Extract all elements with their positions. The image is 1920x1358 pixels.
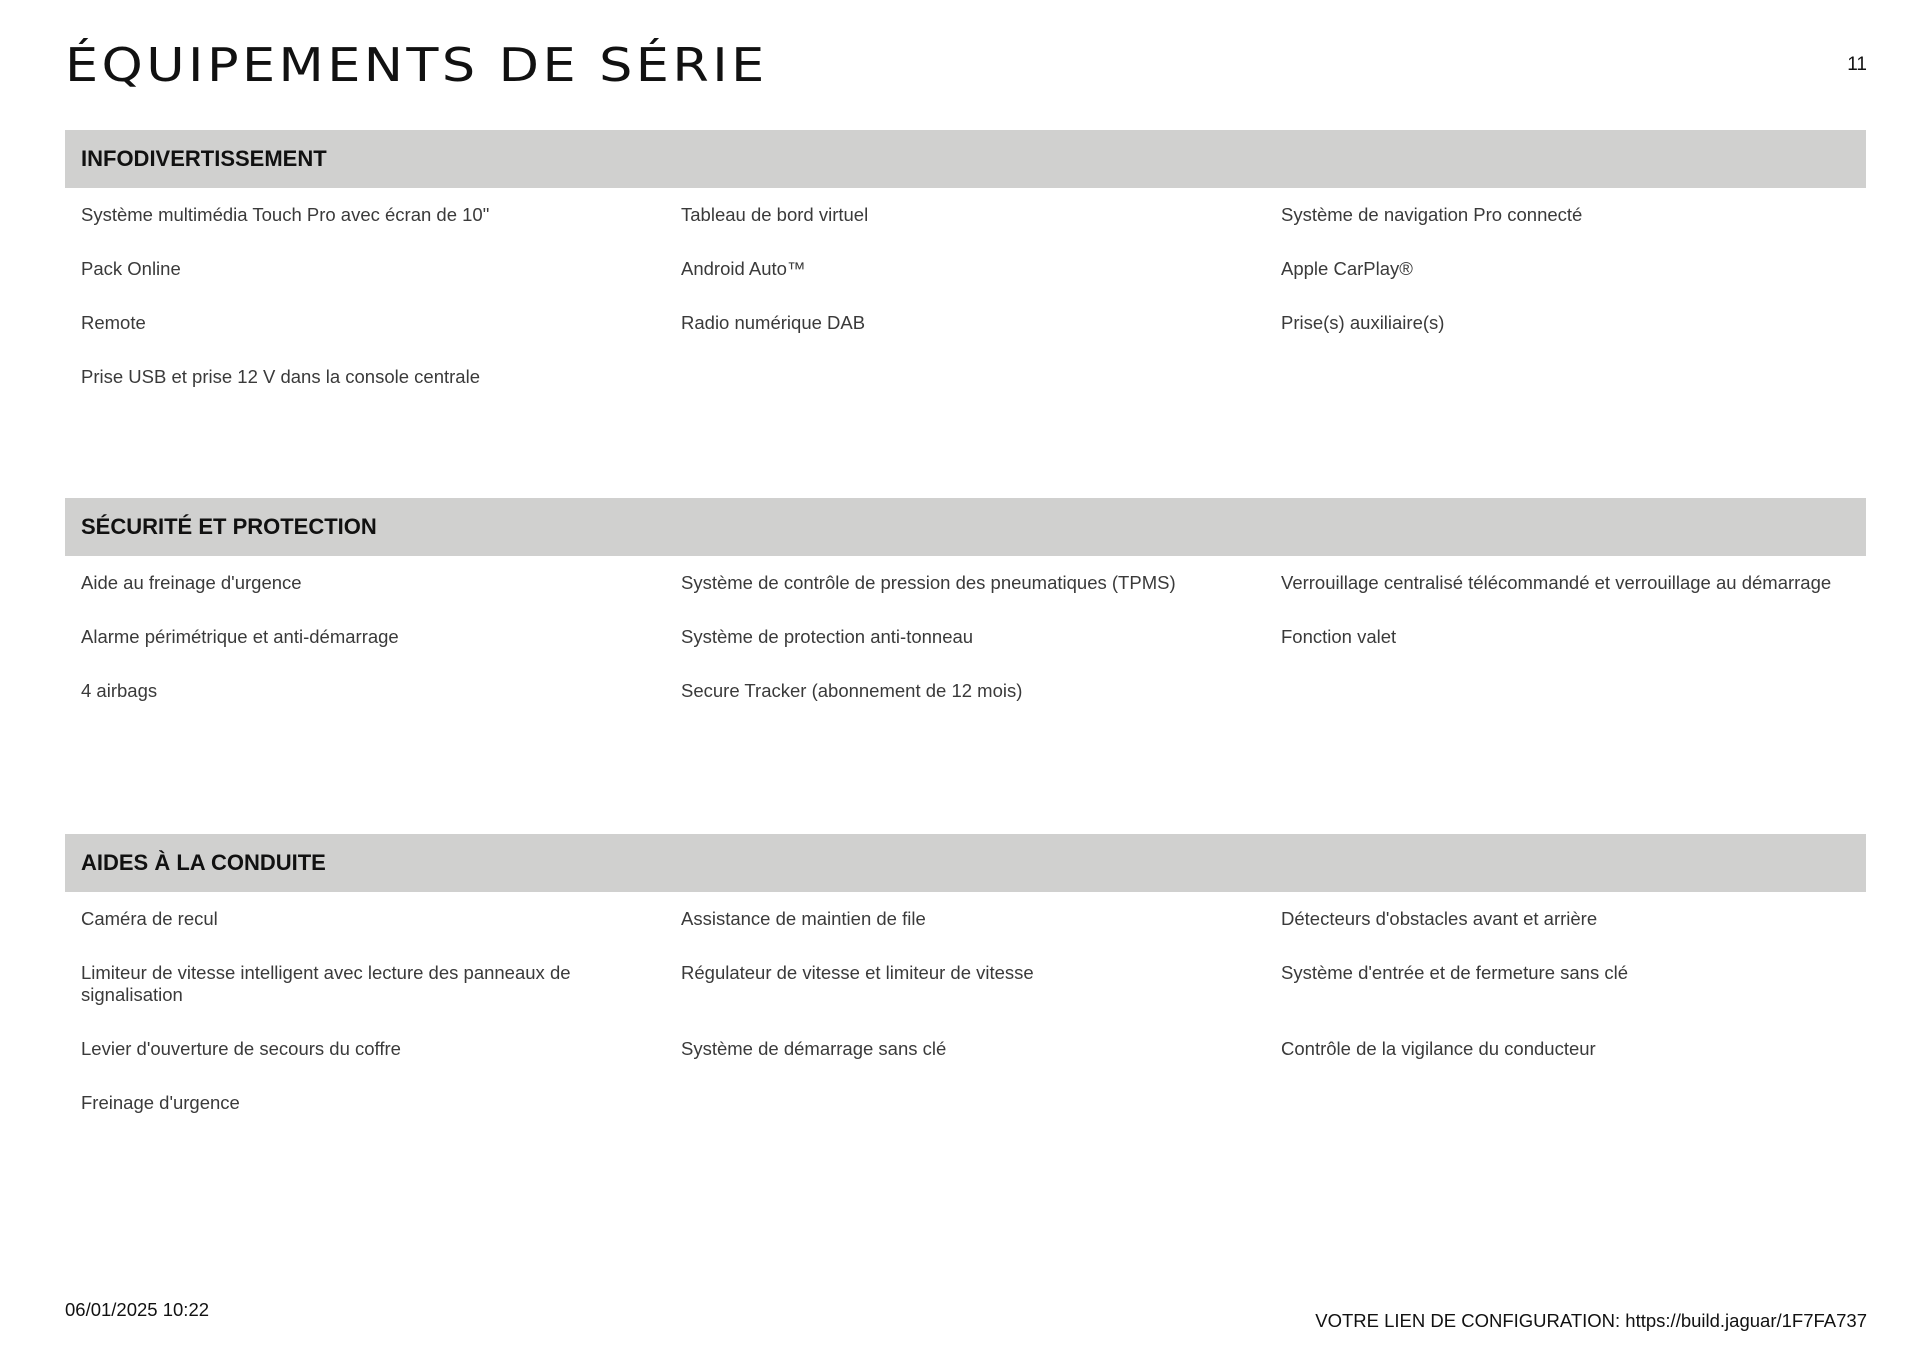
list-item: Système multimédia Touch Pro avec écran de 10" bbox=[81, 204, 490, 225]
list-item: Limiteur de vitesse intelligent avec lecture des panneaux de signalisation bbox=[81, 962, 571, 1005]
section-title: AIDES À LA CONDUITE bbox=[65, 834, 1866, 892]
list-item: Système d'entrée et de fermeture sans clé bbox=[1281, 962, 1628, 983]
list-item: Secure Tracker (abonnement de 12 mois) bbox=[681, 680, 1023, 701]
list-item: Prise(s) auxiliaire(s) bbox=[1281, 312, 1445, 333]
list-item: Assistance de maintien de file bbox=[681, 908, 926, 929]
footer-date: 06/01/2025 10:22 bbox=[65, 1299, 210, 1320]
section-title: INFODIVERTISSEMENT bbox=[65, 130, 1866, 188]
section-title: SÉCURITÉ ET PROTECTION bbox=[65, 498, 1866, 556]
list-item: Tableau de bord virtuel bbox=[681, 204, 869, 225]
list-item: Système de protection anti-tonneau bbox=[681, 626, 974, 647]
page-title: ÉQUIPEMENTS DE SÉRIE bbox=[65, 38, 768, 92]
item-list bbox=[65, 556, 1866, 734]
list-item: Freinage d'urgence bbox=[81, 1092, 240, 1113]
list-item: Verrouillage centralisé télécommandé et verrouillage au démarrage bbox=[1281, 572, 1832, 593]
list-item: Contrôle de la vigilance du conducteur bbox=[1281, 1038, 1596, 1059]
list-item: Pack Online bbox=[81, 258, 181, 279]
section-aides-conduite bbox=[65, 834, 1866, 1146]
list-item: Fonction valet bbox=[1281, 626, 1397, 647]
list-item: Système de démarrage sans clé bbox=[681, 1038, 947, 1059]
list-item: Android Auto™ bbox=[681, 258, 806, 279]
list-item: Remote bbox=[81, 312, 146, 333]
list-item: Aide au freinage d'urgence bbox=[81, 572, 302, 593]
list-item: Apple CarPlay® bbox=[1281, 258, 1413, 279]
section-securite-protection bbox=[65, 498, 1866, 734]
list-item: Radio numérique DAB bbox=[681, 312, 866, 333]
section-infodivertissement bbox=[65, 130, 1866, 420]
list-item: Système de contrôle de pression des pneumatiques (TPMS) bbox=[681, 572, 1176, 593]
configuration-link[interactable]: VOTRE LIEN DE CONFIGURATION: https://build.jaguar/1F7FA737 bbox=[1315, 1310, 1867, 1331]
list-item: Alarme périmétrique et anti-démarrage bbox=[81, 626, 399, 647]
list-item: Levier d'ouverture de secours du coffre bbox=[81, 1038, 401, 1059]
list-item: Prise USB et prise 12 V dans la console centrale bbox=[81, 366, 480, 387]
item-list bbox=[65, 188, 1866, 420]
list-item: Système de navigation Pro connecté bbox=[1281, 204, 1583, 225]
list-item: Régulateur de vitesse et limiteur de vitesse bbox=[681, 962, 1034, 983]
list-item: Caméra de recul bbox=[81, 908, 218, 929]
list-item: 4 airbags bbox=[81, 680, 158, 701]
page-number: 11 bbox=[1847, 54, 1867, 75]
item-list bbox=[65, 892, 1866, 1146]
list-item: Détecteurs d'obstacles avant et arrière bbox=[1281, 908, 1598, 929]
